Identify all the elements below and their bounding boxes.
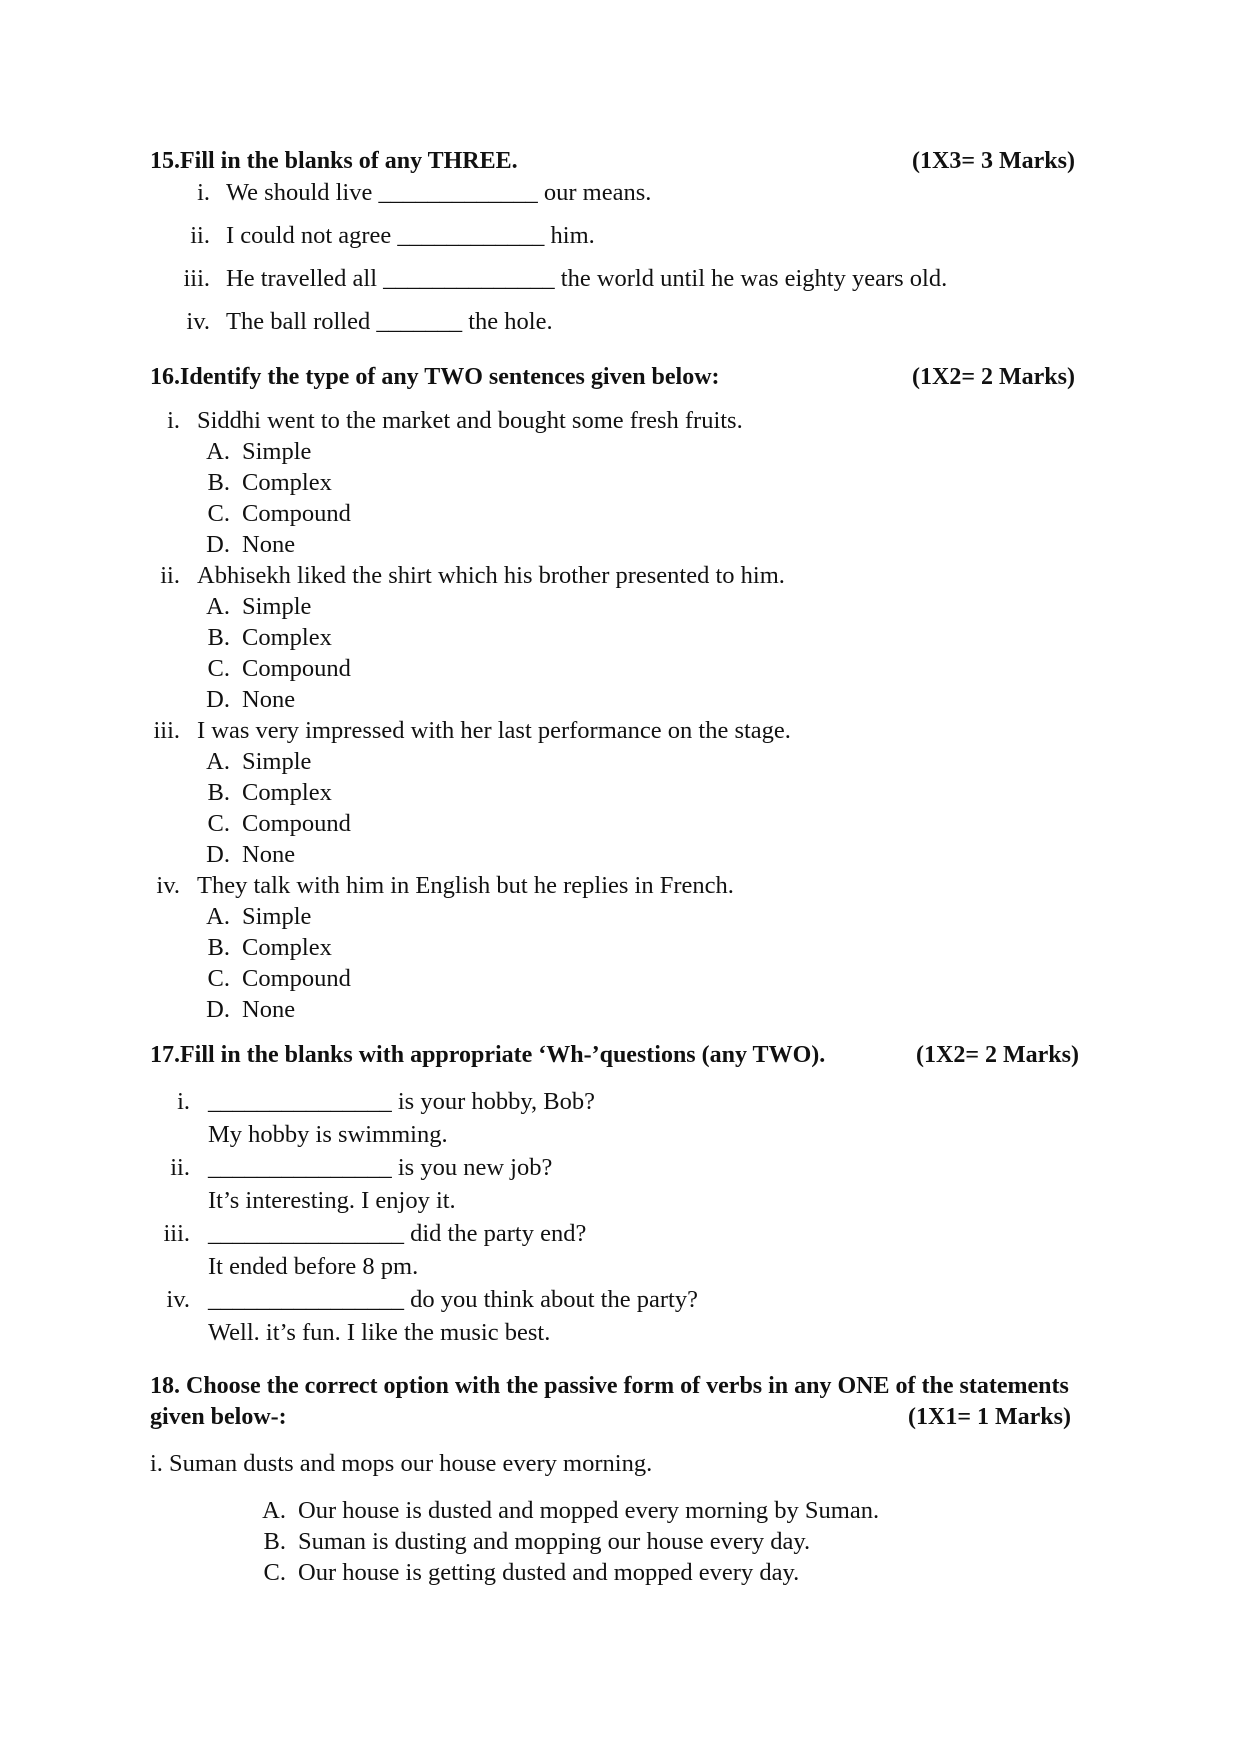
q16-option-letter: C.	[207, 500, 230, 527]
q16-option-text: Complex	[242, 779, 332, 806]
q16-option-letter: D.	[206, 686, 230, 713]
q18-title-line2: given below-:	[150, 1404, 287, 1430]
q16-title: 16.Identify the type of any TWO sentences given below:	[150, 364, 720, 390]
q15-item-num: iv.	[186, 308, 210, 335]
q17-answer: My hobby is swimming.	[208, 1121, 448, 1148]
q16-option-letter: B.	[207, 934, 230, 961]
q18-title-line1: 18. Choose the correct option with the passive form of verbs in any ONE of the statements	[150, 1373, 1069, 1399]
q18-option-letter: A.	[262, 1497, 286, 1524]
q16-option-text: Simple	[242, 903, 312, 930]
q17-question: _______________ is your hobby, Bob?	[208, 1088, 595, 1115]
q18-option-text: Our house is dusted and mopped every morning by Suman.	[298, 1497, 880, 1524]
q17-item-num: i.	[177, 1088, 190, 1115]
q17-question: ________________ do you think about the party?	[208, 1286, 698, 1313]
q16-item-num: ii.	[160, 562, 180, 589]
q16-item-text: Siddhi went to the market and bought some fresh fruits.	[197, 407, 743, 434]
q16-option-letter: D.	[206, 996, 230, 1023]
q16-option-letter: B.	[207, 624, 230, 651]
q16-option-text: Complex	[242, 469, 332, 496]
q17-answer: It’s interesting. I enjoy it.	[208, 1187, 456, 1214]
q16-item-num: i.	[167, 407, 180, 434]
q15-title: 15.Fill in the blanks of any THREE.	[150, 148, 518, 174]
q15-item-text: The ball rolled _______ the hole.	[226, 308, 553, 335]
q16-option-text: None	[242, 841, 296, 868]
q16-option-text: Compound	[242, 810, 351, 837]
q17-item-num: iv.	[166, 1286, 190, 1313]
q16-item-text: Abhisekh liked the shirt which his brother presented to him.	[197, 562, 785, 589]
q17-answer: Well. it’s fun. I like the music best.	[208, 1319, 551, 1346]
q15-marks: (1X3= 3 Marks)	[912, 148, 1075, 174]
q16-item-num: iii.	[153, 717, 180, 744]
q17-item-num: iii.	[163, 1220, 190, 1247]
q16-option-letter: A.	[206, 593, 230, 620]
q16-option-letter: A.	[206, 748, 230, 775]
q17-marks: (1X2= 2 Marks)	[916, 1042, 1079, 1068]
q16-option-text: Compound	[242, 655, 351, 682]
q16-option-text: None	[242, 531, 296, 558]
q16-option-text: Complex	[242, 624, 332, 651]
q16-option-letter: D.	[206, 841, 230, 868]
q16-option-letter: B.	[207, 469, 230, 496]
q18-statement: i. Suman dusts and mops our house every morning.	[150, 1450, 653, 1477]
q16-option-text: Compound	[242, 500, 351, 527]
q16-option-letter: C.	[207, 655, 230, 682]
q16-option-letter: C.	[207, 965, 230, 992]
q16-option-letter: C.	[207, 810, 230, 837]
q17-title: 17.Fill in the blanks with appropriate ‘Wh-’questions (any TWO).	[150, 1042, 826, 1068]
q16-option-letter: D.	[206, 531, 230, 558]
q16-option-text: Compound	[242, 965, 351, 992]
q17-question: ________________ did the party end?	[208, 1220, 587, 1247]
q16-option-letter: A.	[206, 903, 230, 930]
q18-marks: (1X1= 1 Marks)	[908, 1404, 1071, 1430]
q18-option-letter: C.	[263, 1559, 286, 1586]
q18-option-letter: B.	[263, 1528, 286, 1555]
q16-option-text: None	[242, 996, 296, 1023]
q16-item-num: iv.	[156, 872, 180, 899]
q15-item-num: i.	[197, 179, 210, 206]
q16-option-text: Simple	[242, 438, 312, 465]
q16-option-text: None	[242, 686, 296, 713]
q17-item-num: ii.	[170, 1154, 190, 1181]
q16-option-text: Complex	[242, 934, 332, 961]
q15-item-num: iii.	[183, 265, 210, 292]
q17-question: _______________ is you new job?	[208, 1154, 553, 1181]
q15-item-text: We should live _____________ our means.	[226, 179, 652, 206]
q18-option-text: Our house is getting dusted and mopped every day.	[298, 1559, 800, 1586]
q17-answer: It ended before 8 pm.	[208, 1253, 419, 1280]
q16-option-letter: B.	[207, 779, 230, 806]
q16-item-text: I was very impressed with her last performance on the stage.	[197, 717, 791, 744]
q16-option-text: Simple	[242, 593, 312, 620]
q16-marks: (1X2= 2 Marks)	[912, 364, 1075, 390]
q16-item-text: They talk with him in English but he replies in French.	[197, 872, 734, 899]
q16-option-text: Simple	[242, 748, 312, 775]
q15-item-num: ii.	[190, 222, 210, 249]
q15-item-text: I could not agree ____________ him.	[226, 222, 595, 249]
q18-option-text: Suman is dusting and mopping our house every day.	[298, 1528, 811, 1555]
q15-item-text: He travelled all ______________ the world until he was eighty years old.	[226, 265, 948, 292]
q16-option-letter: A.	[206, 438, 230, 465]
